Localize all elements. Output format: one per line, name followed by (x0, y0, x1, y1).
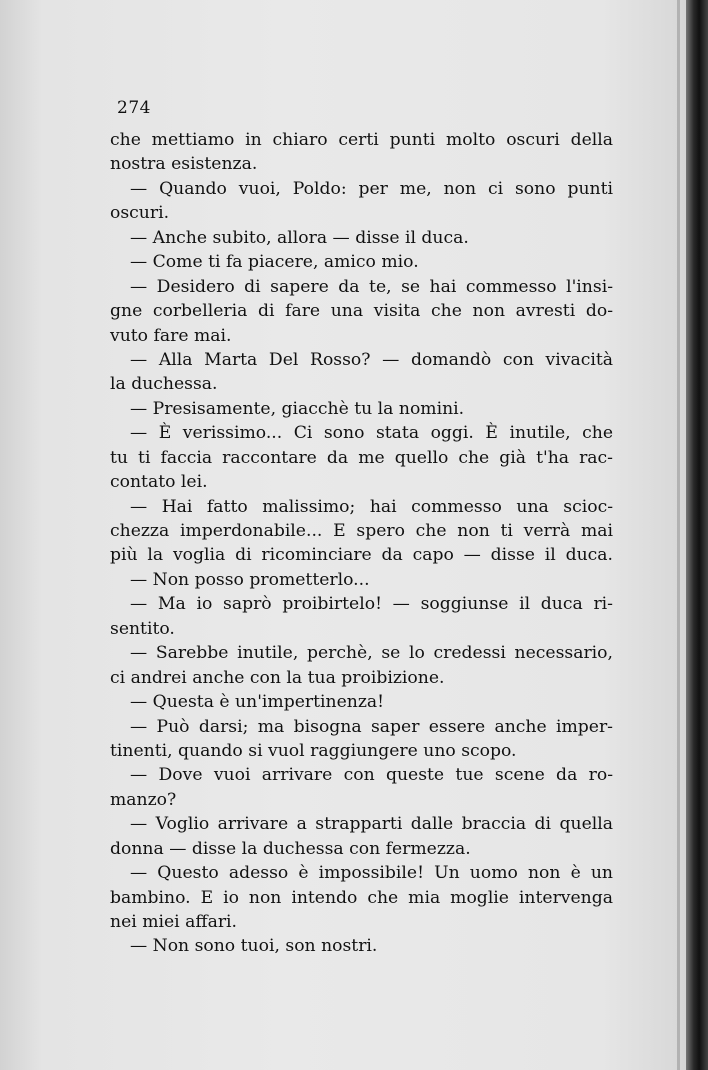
text-line: donna — disse la duchessa con fermezza. (110, 838, 471, 859)
text-line: — Come ti fa piacere, amico mio. (130, 252, 419, 273)
text-line: — Alla Marta Del Rosso? — domandò con vivacità (130, 349, 613, 370)
text-line: tinenti, quando si vuol raggiungere uno scopo. (110, 740, 517, 761)
text-line: — È verissimo... Ci sono stata oggi. È inutile, che (130, 423, 613, 444)
text-line: nostra esistenza. (110, 154, 258, 175)
text-line: — Ma io saprò proibirtelo! — soggiunse il duca ri- (130, 594, 613, 615)
text-line: tu ti faccia raccontare da me quello che già t'ha rac- (110, 447, 613, 468)
text-line: contato lei. (110, 472, 208, 493)
text-line: ci andrei anche con la tua proibizione. (110, 667, 445, 688)
text-line: oscuri. (110, 203, 170, 224)
text-line: bambino. E io non intendo che mia moglie intervenga (110, 887, 613, 908)
text-line: — Dove vuoi arrivare con queste tue scene da ro- (130, 765, 613, 786)
text-line: — Questo adesso è impossibile! Un uomo non è un (130, 863, 613, 884)
text-line: nei miei affari. (110, 912, 238, 932)
text-line: — Sarebbe inutile, perchè, se lo credessi necessario, (130, 643, 613, 664)
text-line: gne corbelleria di fare una visita che non avresti do- (110, 301, 613, 322)
text-line: — Hai fatto malissimo; hai commesso una scioc- (130, 496, 613, 517)
text-line: — Non posso prometterlo... (130, 569, 370, 590)
text-line: — Può darsi; ma bisogna saper essere anche imper- (130, 716, 613, 737)
text-line: — Non sono tuoi, son nostri. (130, 936, 378, 957)
text-line: sentito. (110, 618, 175, 639)
page-fold-shadow (677, 0, 680, 1070)
text-line: chezza imperdonabile... E spero che non ti verrà mai (110, 521, 613, 541)
text-line: che mettiamo in chiaro certi punti molto oscuri della (110, 130, 613, 150)
text-line: manzo? (110, 789, 177, 810)
page-number: 274 (117, 98, 151, 118)
page-text (110, 128, 613, 959)
text-line: — Anche subito, allora — disse il duca. (130, 227, 469, 248)
text-line: — Presisamente, giacchè tu la nomini. (130, 398, 465, 419)
text-line: — Questa è un'impertinenza! (130, 692, 385, 713)
text-line: — Quando vuoi, Poldo: per me, non ci sono punti (130, 178, 613, 199)
text-line: — Voglio arrivare a strapparti dalle braccia di quella (130, 814, 613, 835)
book-binding-edge (686, 0, 708, 1070)
text-line: più la voglia di ricominciare da capo — disse il duca. (110, 545, 613, 566)
text-line: la duchessa. (110, 374, 218, 395)
text-line: — Desidero di sapere da te, se hai commesso l'insi- (130, 276, 613, 297)
text-line: vuto fare mai. (110, 325, 232, 346)
